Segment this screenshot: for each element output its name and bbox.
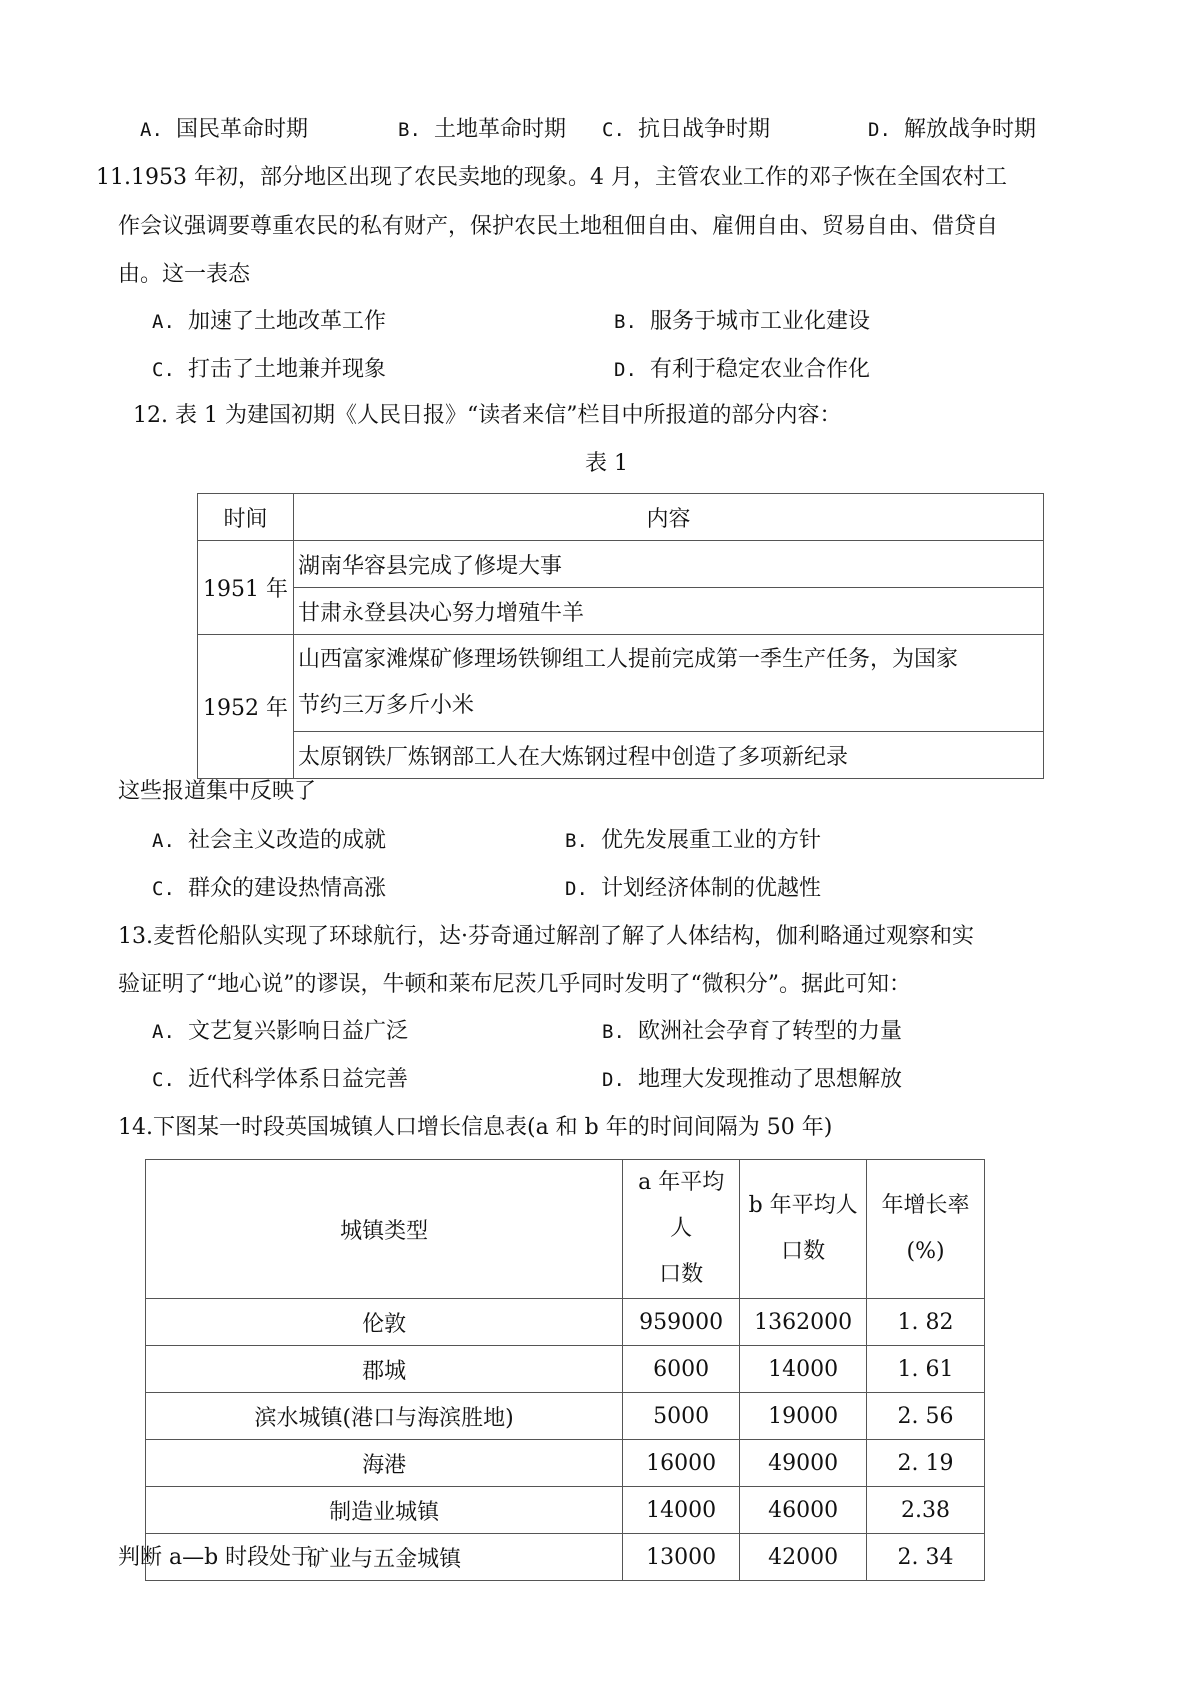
table-header-row xyxy=(198,494,1044,541)
q13-option-a xyxy=(152,1017,408,1047)
table-cell-a: 14000 xyxy=(623,1487,740,1534)
table-header-type: 城镇类型 xyxy=(146,1160,623,1299)
table-cell-a: 6000 xyxy=(623,1346,740,1393)
option-text: 地理大发现推动了思想解放 xyxy=(638,1067,903,1092)
table-cell-content: 湖南华容县完成了修堤大事 xyxy=(294,541,1044,588)
option-text: 加速了土地改革工作 xyxy=(188,309,387,334)
option-text: 服务于城市工业化建设 xyxy=(650,309,871,334)
option-letter: B. xyxy=(565,830,588,852)
table-row xyxy=(146,1393,985,1440)
option-text: 群众的建设热情高涨 xyxy=(188,876,387,901)
table-row xyxy=(146,1346,985,1393)
option-text: 国民革命时期 xyxy=(176,117,309,142)
q11-option-c xyxy=(152,355,386,385)
q11-option-d xyxy=(614,355,870,385)
option-letter: A. xyxy=(140,119,163,141)
header-line: 口数 xyxy=(659,1262,704,1287)
table-cell-rate: 1. 82 xyxy=(867,1299,985,1346)
table-header-b xyxy=(740,1160,867,1299)
table-cell-a: 13000 xyxy=(623,1534,740,1581)
table-cell-type: 制造业城镇 xyxy=(146,1487,623,1534)
option-text: 社会主义改造的成就 xyxy=(188,828,387,853)
option-text: 有利于稳定农业合作化 xyxy=(650,357,871,382)
option-letter: D. xyxy=(868,119,891,141)
table-cell-b: 14000 xyxy=(740,1346,867,1393)
table-cell-content xyxy=(294,635,1044,732)
option-letter: C. xyxy=(152,359,175,381)
option-letter: C. xyxy=(152,878,175,900)
q10-option-d xyxy=(868,115,1036,145)
q14-stem: 14.下图某一时段英国城镇人口增长信息表(a 和 b 年的时间间隔为 50 年) xyxy=(118,1115,833,1140)
table-cell-a: 16000 xyxy=(623,1440,740,1487)
table-cell-b: 1362000 xyxy=(740,1299,867,1346)
table-cell-rate: 2. 34 xyxy=(867,1534,985,1581)
table-cell-b: 49000 xyxy=(740,1440,867,1487)
q13-option-c xyxy=(152,1065,408,1095)
table-cell-type: 郡城 xyxy=(146,1346,623,1393)
option-text: 抗日战争时期 xyxy=(638,117,771,142)
q12-option-c xyxy=(152,874,386,904)
table-cell-content: 太原钢铁厂炼钢部工人在大炼钢过程中创造了多项新纪录 xyxy=(294,732,1044,779)
table-row xyxy=(198,732,1044,779)
table-cell-line: 山西富家滩煤矿修理场铁铆组工人提前完成第一季生产任务，为国家 xyxy=(298,647,959,672)
header-line: b 年平均人 xyxy=(748,1193,858,1218)
q11-option-b xyxy=(614,307,870,337)
table-header-rate xyxy=(867,1160,985,1299)
q10-option-b xyxy=(398,115,566,145)
q12-option-b xyxy=(565,826,821,856)
option-text: 打击了土地兼并现象 xyxy=(188,357,387,382)
option-text: 优先发展重工业的方针 xyxy=(601,828,822,853)
table-header-time: 时间 xyxy=(198,494,294,541)
table-row xyxy=(146,1440,985,1487)
option-text: 近代科学体系日益完善 xyxy=(188,1067,409,1092)
q12-option-a xyxy=(152,826,386,856)
option-text: 土地革命时期 xyxy=(434,117,567,142)
q12-option-d xyxy=(565,874,821,904)
q12-table xyxy=(197,493,1044,779)
q13-option-d xyxy=(602,1065,902,1095)
table-header-row xyxy=(146,1160,985,1299)
table-cell-type: 伦敦 xyxy=(146,1299,623,1346)
q13-stem-line-2: 验证明了“地心说”的谬误，牛顿和莱布尼茨几乎同时发明了“微积分”。据此可知： xyxy=(118,972,911,997)
option-letter: A. xyxy=(152,311,175,333)
table-cell-rate: 1. 61 xyxy=(867,1346,985,1393)
q14-table xyxy=(145,1159,985,1581)
option-text: 文艺复兴影响日益广泛 xyxy=(188,1019,409,1044)
table-row xyxy=(198,588,1044,635)
option-letter: D. xyxy=(602,1069,625,1091)
option-letter: A. xyxy=(152,830,175,852)
q13-stem-line-1: 13.麦哲伦船队实现了环球航行，达·芬奇通过解剖了解了人体结构，伽利略通过观察和实 xyxy=(118,924,974,949)
option-letter: B. xyxy=(614,311,637,333)
table-cell-b: 46000 xyxy=(740,1487,867,1534)
q10-option-a xyxy=(140,115,308,145)
header-line: 口数 xyxy=(781,1239,826,1264)
option-letter: C. xyxy=(602,119,625,141)
header-line: 年增长率 xyxy=(881,1193,970,1218)
table-cell-type: 滨水城镇(港口与海滨胜地) xyxy=(146,1393,623,1440)
q11-option-a xyxy=(152,307,386,337)
q14-after-text: 判断 a—b 时段处于 xyxy=(118,1545,314,1570)
option-letter: D. xyxy=(614,359,637,381)
table-cell-year: 1952 年 xyxy=(198,635,294,779)
table-cell-rate: 2. 19 xyxy=(867,1440,985,1487)
table-row xyxy=(198,635,1044,732)
table-header-a xyxy=(623,1160,740,1299)
table-cell-type: 矿业与五金城镇 xyxy=(146,1534,623,1581)
option-text: 解放战争时期 xyxy=(904,117,1037,142)
q11-stem-line-1: 11.1953 年初，部分地区出现了农民卖地的现象。4 月，主管农业工作的邓子恢在全国农村工 xyxy=(96,165,1007,190)
q12-after-text: 这些报道集中反映了 xyxy=(118,779,317,804)
table-cell-a: 5000 xyxy=(623,1393,740,1440)
q12-stem: 12. 表 1 为建国初期《人民日报》“读者来信”栏目中所报道的部分内容： xyxy=(133,403,842,428)
q11-stem-line-3: 由。这一表态 xyxy=(118,262,251,287)
table-row xyxy=(146,1299,985,1346)
option-letter: A. xyxy=(152,1021,175,1043)
q11-stem-line-2: 作会议强调要尊重农民的私有财产，保护农民土地租佃自由、雇佣自由、贸易自由、借贷自 xyxy=(118,214,999,239)
option-letter: B. xyxy=(398,119,421,141)
table-cell-b: 42000 xyxy=(740,1534,867,1581)
header-line: (%) xyxy=(906,1239,945,1264)
table-cell-type: 海港 xyxy=(146,1440,623,1487)
table-row xyxy=(146,1487,985,1534)
q10-option-c xyxy=(602,115,770,145)
table-cell-rate: 2. 56 xyxy=(867,1393,985,1440)
table-cell-content: 甘肃永登县决心努力增殖牛羊 xyxy=(294,588,1044,635)
table-cell-b: 19000 xyxy=(740,1393,867,1440)
table-header-content: 内容 xyxy=(294,494,1044,541)
header-line: a 年平均人 xyxy=(638,1170,725,1241)
option-letter: D. xyxy=(565,878,588,900)
table-cell-year: 1951 年 xyxy=(198,541,294,635)
table-cell-a: 959000 xyxy=(623,1299,740,1346)
table-row xyxy=(198,541,1044,588)
option-letter: B. xyxy=(602,1021,625,1043)
option-text: 欧洲社会孕育了转型的力量 xyxy=(638,1019,903,1044)
table-cell-line: 节约三万多斤小米 xyxy=(298,693,475,718)
q13-option-b xyxy=(602,1017,902,1047)
q12-table-title: 表 1 xyxy=(585,451,628,476)
option-letter: C. xyxy=(152,1069,175,1091)
option-text: 计划经济体制的优越性 xyxy=(601,876,822,901)
table-cell-rate: 2.38 xyxy=(867,1487,985,1534)
